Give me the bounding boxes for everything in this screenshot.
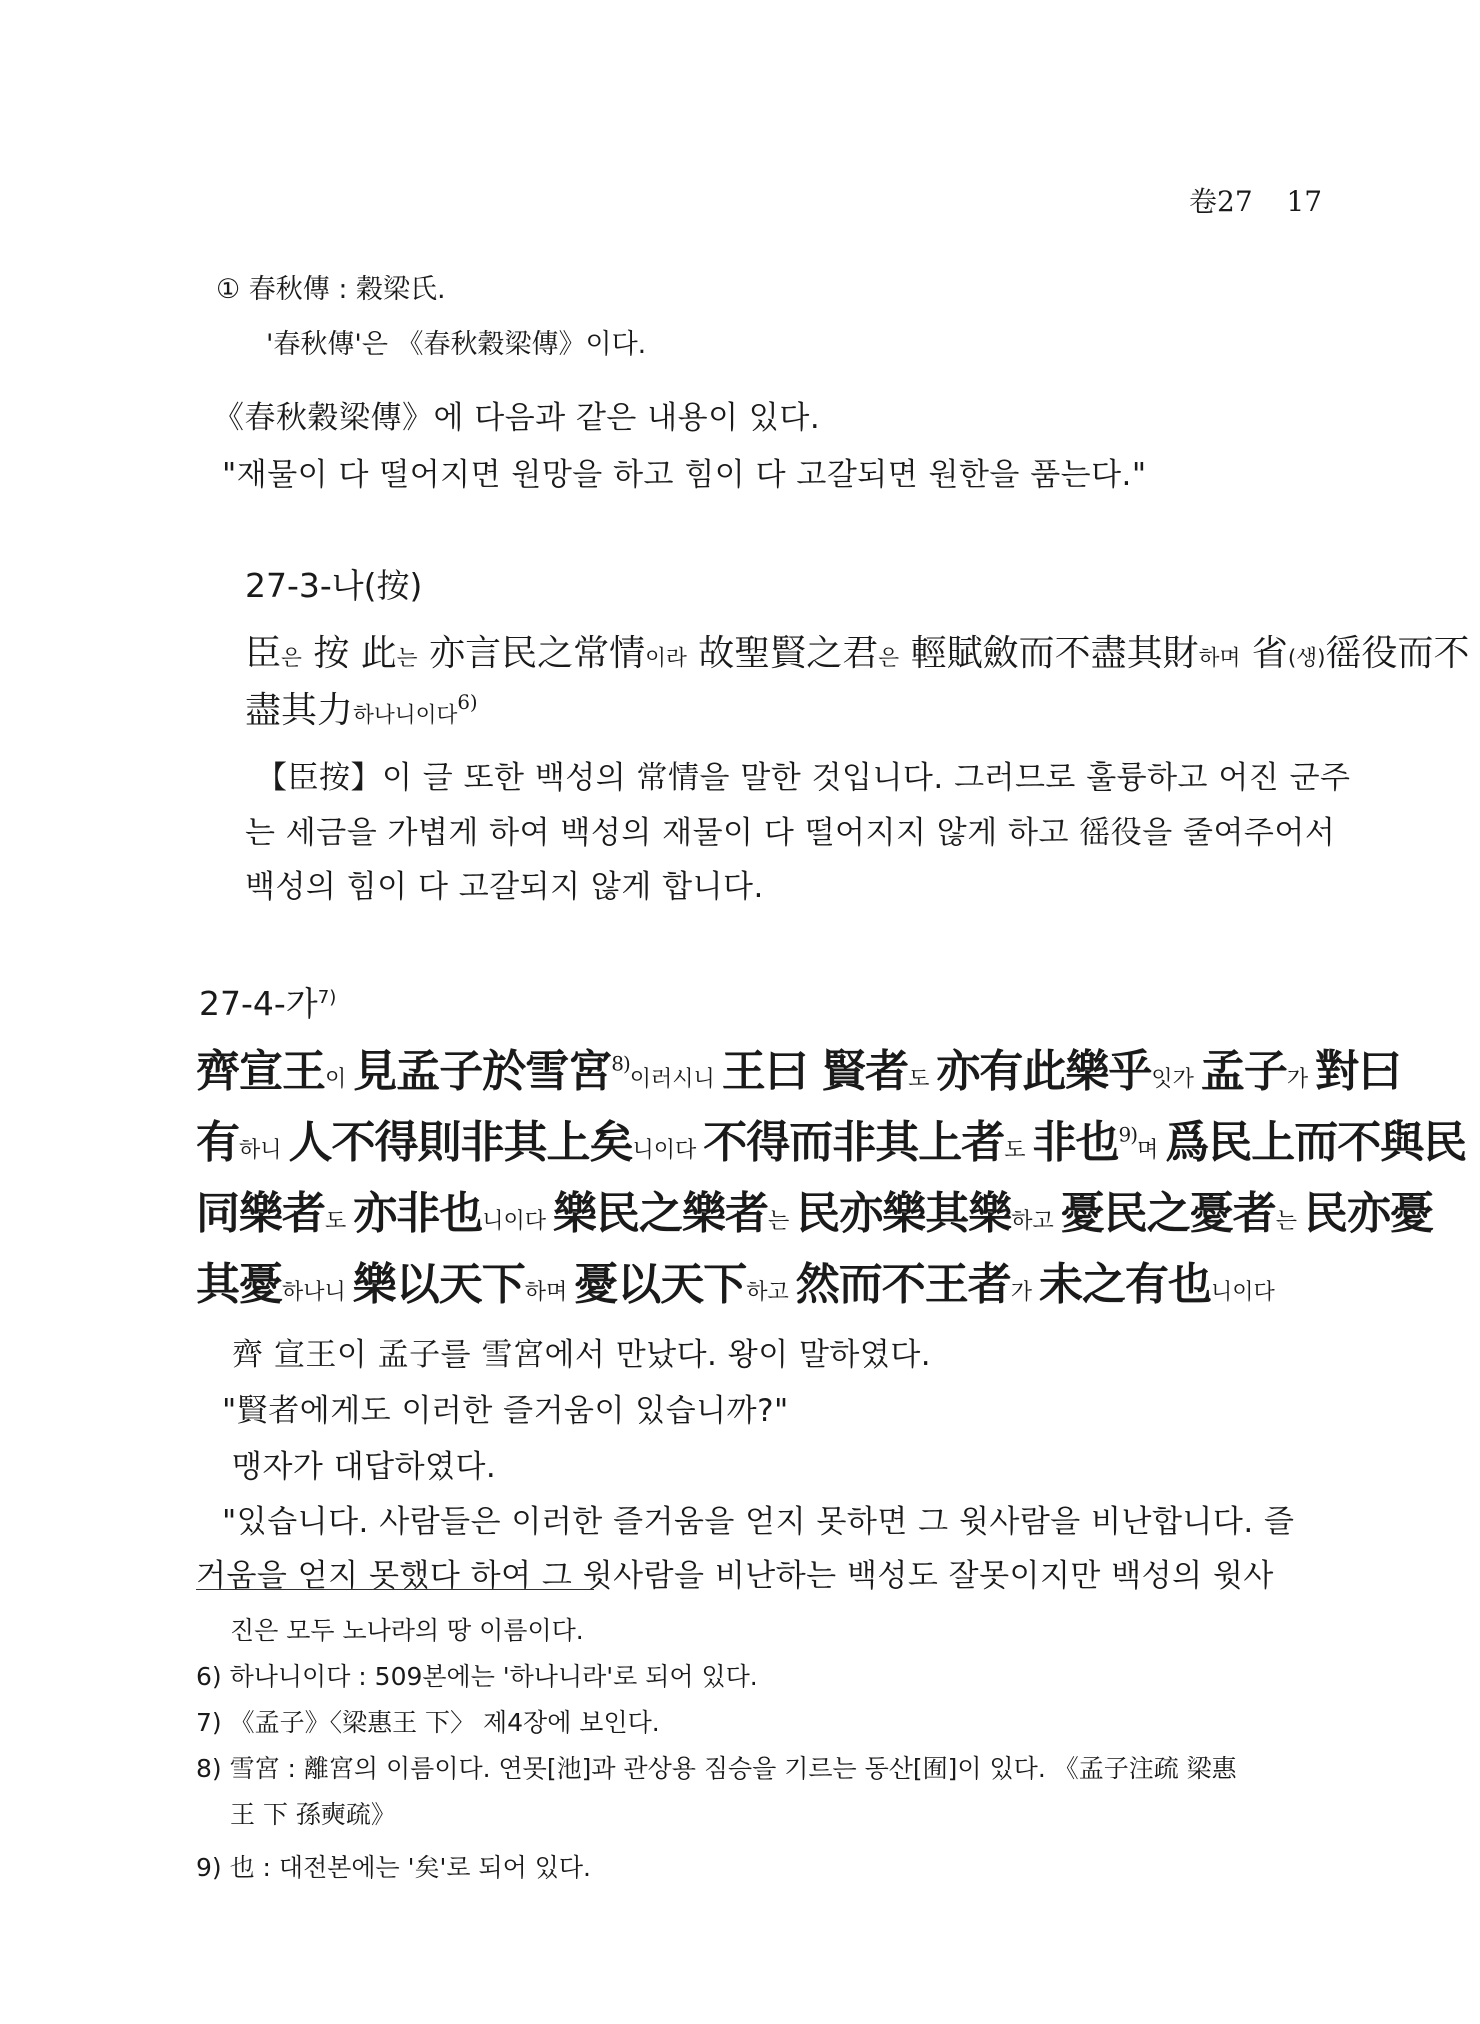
translation-line: "있습니다. 사람들은 이러한 즐거움을 얻지 못하면 그 윗사람을 비난합니다. 즐	[222, 1504, 1295, 1540]
footnote-8: 8) 雪宮 : 離宮의 이름이다. 연못[池]과 관상용 짐승을 기르는 동산[囿]이 있다. 《孟子注疏 梁惠	[196, 1754, 1237, 1783]
section-heading-27-3: 27-3-나(按)	[245, 566, 423, 605]
grammatical-particle: 하나니	[282, 1280, 353, 1305]
classical-phrase: 亦有此樂乎	[936, 1046, 1152, 1097]
classical-phrase: 未之有也	[1039, 1259, 1211, 1310]
classical-phrase: 見孟子於雪宮	[353, 1046, 612, 1097]
classical-text-line	[196, 1106, 1466, 1170]
grammatical-particle: 가	[1010, 1280, 1039, 1305]
grammatical-particle: 니이다	[1211, 1280, 1275, 1305]
classical-phrase: 民亦憂	[1304, 1188, 1433, 1239]
classical-phrase: 王曰 賢者	[721, 1046, 909, 1097]
translation-line: 는 세금을 가볍게 하여 백성의 재물이 다 떨어지지 않게 하고 徭役을 줄여주어서	[245, 815, 1336, 851]
classical-text-line: 盡其力하나니이다$^{6)}$	[245, 690, 478, 731]
classical-phrase: 憂以天下	[574, 1259, 747, 1310]
footnote-8-continuation: 王 下 孫奭疏》	[230, 1800, 396, 1829]
classical-phrase: 憂民之憂者	[1060, 1188, 1276, 1239]
page-number: 17	[1286, 185, 1323, 218]
section-heading-27-4: 27-4-가$^{7)}$	[199, 984, 337, 1023]
classical-phrase: 然而不王者	[795, 1259, 1011, 1310]
classical-phrase: 同樂者	[196, 1188, 325, 1239]
volume-label: 卷27	[1189, 185, 1253, 218]
paragraph-line: "재물이 다 떨어지면 원망을 하고 힘이 다 고갈되면 원한을 품는다."	[222, 457, 1147, 493]
grammatical-particle: 잇가	[1151, 1067, 1201, 1092]
classical-phrase: 齊宣王	[196, 1046, 325, 1097]
commentary-note-line1: ① 春秋傳 : 穀梁氏.	[216, 274, 446, 305]
footnote-ref: 9)	[1118, 1122, 1138, 1147]
grammatical-particle: 도	[325, 1209, 354, 1234]
classical-phrase: 民亦樂其樂	[796, 1188, 1012, 1239]
grammatical-particle: 는	[1275, 1209, 1304, 1234]
grammatical-particle: 하고	[1011, 1209, 1061, 1234]
classical-phrase: 不得而非其上者	[703, 1117, 1005, 1168]
footnote-ref-6: 6)	[457, 691, 478, 714]
classical-text-line	[196, 1248, 1275, 1312]
classical-phrase: 亦非也	[353, 1188, 483, 1239]
footnote-7: 7) 《孟子》〈梁惠王 下〉 제4장에 보인다.	[196, 1708, 660, 1737]
footnote-divider	[196, 1589, 594, 1590]
classical-phrase: 樂民之樂者	[553, 1188, 768, 1239]
grammatical-particle: 이	[325, 1067, 354, 1092]
running-header	[1189, 180, 1322, 220]
grammatical-particle: 하며	[524, 1280, 575, 1305]
grammatical-particle: 니이다	[632, 1138, 704, 1163]
translation-line: 거움을 얻지 못했다 하여 그 윗사람을 비난하는 백성도 잘못이지만 백성의 윗사	[196, 1558, 1274, 1594]
classical-phrase: 對曰	[1315, 1046, 1402, 1097]
paragraph-line: 《春秋穀梁傳》에 다음과 같은 내용이 있다.	[213, 400, 821, 436]
classical-phrase: 人不得則非其上矣	[288, 1117, 633, 1168]
grammatical-particle: 하고	[746, 1280, 796, 1305]
grammatical-particle: 가	[1286, 1067, 1316, 1092]
classical-phrase: 爲民上而不與民	[1165, 1117, 1467, 1168]
translation-line: 齊 宣王이 孟子를 雪宮에서 만났다. 왕이 말하였다.	[232, 1337, 932, 1373]
grammatical-particle: 며	[1137, 1138, 1166, 1163]
footnote-ref: 8)	[611, 1051, 630, 1076]
grammatical-particle: 는	[768, 1209, 797, 1234]
footnote-ref-7: 7)	[317, 987, 337, 1008]
grammatical-particle: 도	[1004, 1138, 1033, 1163]
translation-line: 맹자가 대답하였다.	[232, 1449, 497, 1485]
classical-phrase: 其憂	[196, 1259, 282, 1310]
classical-phrase: 孟子	[1200, 1046, 1287, 1097]
translation-line: 백성의 힘이 다 고갈되지 않게 합니다.	[245, 869, 764, 905]
grammatical-particle: 도	[908, 1067, 937, 1092]
classical-phrase: 有	[196, 1117, 239, 1168]
classical-text-line	[196, 1177, 1433, 1241]
footnote-continuation: 진은 모두 노나라의 땅 이름이다.	[230, 1616, 584, 1645]
translation-line: 【臣按】이 글 또한 백성의 常情을 말한 것입니다. 그러므로 훌륭하고 어진 군주	[256, 760, 1351, 796]
commentary-note-line2: '春秋傳'은 《春秋穀梁傳》이다.	[266, 329, 647, 360]
grammatical-particle: 하니	[239, 1138, 289, 1163]
classical-phrase: 非也	[1032, 1117, 1119, 1168]
classical-phrase: 樂以天下	[352, 1259, 525, 1310]
grammatical-particle: 이러시니	[629, 1067, 722, 1092]
grammatical-particle: 니이다	[482, 1209, 553, 1234]
footnote-6: 6) 하나니이다 : 509본에는 '하나니라'로 되어 있다.	[196, 1662, 758, 1691]
classical-text-line: 臣은 按 此는 亦言民之常情이라 故聖賢之君은 輕賦斂而不盡其財하며 省(생)徭役而不	[245, 633, 1470, 674]
classical-text-line	[196, 1035, 1401, 1099]
translation-line: "賢者에게도 이러한 즐거움이 있습니까?"	[222, 1393, 789, 1429]
footnote-9: 9) 也 : 대전본에는 '矣'로 되어 있다.	[196, 1853, 591, 1882]
